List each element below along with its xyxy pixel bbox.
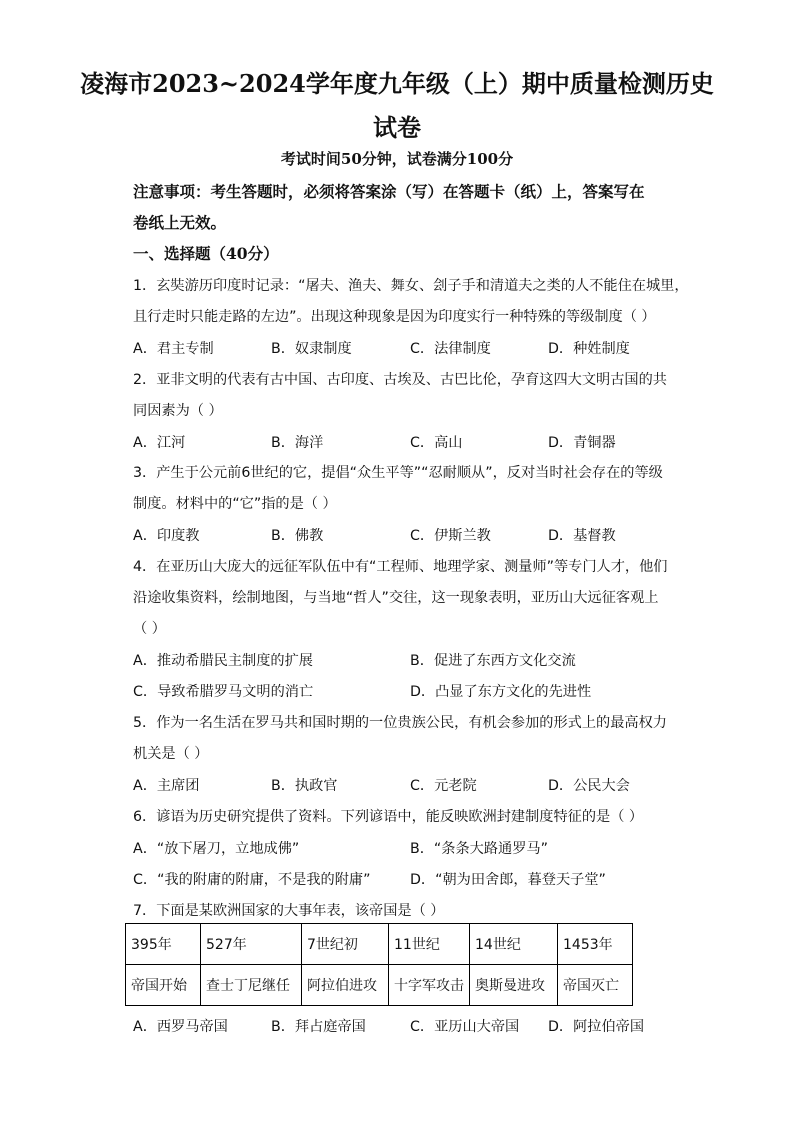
exam-info: 考试时间50分钟，试卷满分100分 — [280, 150, 514, 168]
q6-option-d: D．“朝为田舍郎，暮登天子堂” — [410, 872, 606, 888]
table-cell: 395年 — [126, 924, 201, 965]
question-4-text: 4．在亚历山大庞大的远征军队伍中有“工程师、地理学家、测量师”等专门人才，他们 — [133, 559, 668, 575]
q2-option-b: B．海洋 — [271, 435, 324, 451]
table-row-years — [126, 924, 633, 965]
table-cell: 1453年 — [558, 924, 633, 965]
q5-option-d: D．公民大会 — [548, 778, 630, 794]
notice-line-1: 注意事项：考生答题时，必须将答案涂（写）在答题卡（纸）上，答案写在 — [133, 182, 645, 201]
q7-option-a: A．西罗马帝国 — [133, 1019, 228, 1035]
table-cell: 527年 — [201, 924, 302, 965]
page-title: 凌海市2023~2024学年度九年级（上）期中质量检测历史 — [80, 69, 714, 98]
chronology-table — [125, 923, 633, 1006]
question-5-text: 5．作为一名生活在罗马共和国时期的一位贵族公民，有机会参加的形式上的最高权力 — [133, 715, 667, 731]
q2-option-a: A．江河 — [133, 435, 186, 451]
question-2-text-cont: 同因素为（ ） — [133, 403, 223, 419]
table-cell: 十字军攻击 — [389, 965, 470, 1006]
q7-option-b: B．拜占庭帝国 — [271, 1019, 366, 1035]
question-3-text-cont: 制度。材料中的“它”指的是（ ） — [133, 496, 337, 512]
table-cell: 7世纪初 — [302, 924, 389, 965]
q3-option-c: C．伊斯兰教 — [410, 528, 491, 544]
q4-option-b: B．促进了东西方文化交流 — [410, 653, 576, 669]
q2-option-c: C．高山 — [410, 435, 463, 451]
question-6-text: 6．谚语为历史研究提供了资料。下列谚语中，能反映欧洲封建制度特征的是（ ） — [133, 809, 644, 825]
q1-option-b: B．奴隶制度 — [271, 341, 352, 357]
q2-option-d: D．青铜器 — [548, 435, 616, 451]
q7-option-c: C．亚历山大帝国 — [410, 1019, 520, 1035]
q1-option-a: A．君主专制 — [133, 341, 214, 357]
table-row-events — [126, 965, 633, 1006]
table-cell: 帝国开始 — [126, 965, 201, 1006]
question-5-text-cont: 机关是（ ） — [133, 746, 209, 762]
question-4-text-cont-2: （ ） — [133, 621, 166, 637]
question-2-text: 2．亚非文明的代表有古中国、古印度、古埃及、古巴比伦，孕育这四大文明古国的共 — [133, 372, 667, 388]
q6-option-a: A．“放下屠刀，立地成佛” — [133, 841, 300, 857]
q1-option-c: C．法律制度 — [410, 341, 491, 357]
q6-option-b: B．“条条大路通罗马” — [410, 841, 548, 857]
q3-option-b: B．佛教 — [271, 528, 324, 544]
q5-option-a: A．主席团 — [133, 778, 200, 794]
q1-option-d: D．种姓制度 — [548, 341, 630, 357]
question-4-text-cont: 沿途收集资料，绘制地图，与当地“哲人”交往，这一现象表明，亚历山大远征客观上 — [133, 590, 659, 606]
table-cell: 奥斯曼进攻 — [470, 965, 558, 1006]
question-1-text-cont: 且行走时只能走路的左边”。出现这种现象是因为印度实行一种特殊的等级制度（ ） — [133, 309, 656, 325]
q6-option-c: C．“我的附庸的附庸，不是我的附庸” — [133, 872, 371, 888]
table-cell: 11世纪 — [389, 924, 470, 965]
q5-option-b: B．执政官 — [271, 778, 338, 794]
question-7-text: 7．下面是某欧洲国家的大事年表，该帝国是（ ） — [133, 903, 445, 919]
question-1-text: 1．玄奘游历印度时记录：“屠夫、渔夫、舞女、刽子手和清道夫之类的人不能住在城里， — [133, 278, 689, 294]
table-cell: 14世纪 — [470, 924, 558, 965]
q4-option-c: C．导致希腊罗马文明的消亡 — [133, 684, 314, 700]
question-3-text: 3．产生于公元前6世纪的它，提倡“众生平等”“忍耐顺从”，反对当时社会存在的等级 — [133, 465, 663, 481]
q5-option-c: C．元老院 — [410, 778, 477, 794]
table-cell: 帝国灭亡 — [558, 965, 633, 1006]
q3-option-d: D．基督教 — [548, 528, 616, 544]
q7-option-d: D．阿拉伯帝国 — [548, 1019, 645, 1035]
q4-option-d: D．凸显了东方文化的先进性 — [410, 684, 592, 700]
section-heading: 一、选择题（40分） — [133, 244, 279, 263]
q4-option-a: A．推动希腊民主制度的扩展 — [133, 653, 313, 669]
q3-option-a: A．印度教 — [133, 528, 200, 544]
table-cell: 查士丁尼继任 — [201, 965, 302, 1006]
notice-line-2: 卷纸上无效。 — [133, 213, 227, 232]
page-title-continued: 试卷 — [373, 113, 421, 142]
table-cell: 阿拉伯进攻 — [302, 965, 389, 1006]
